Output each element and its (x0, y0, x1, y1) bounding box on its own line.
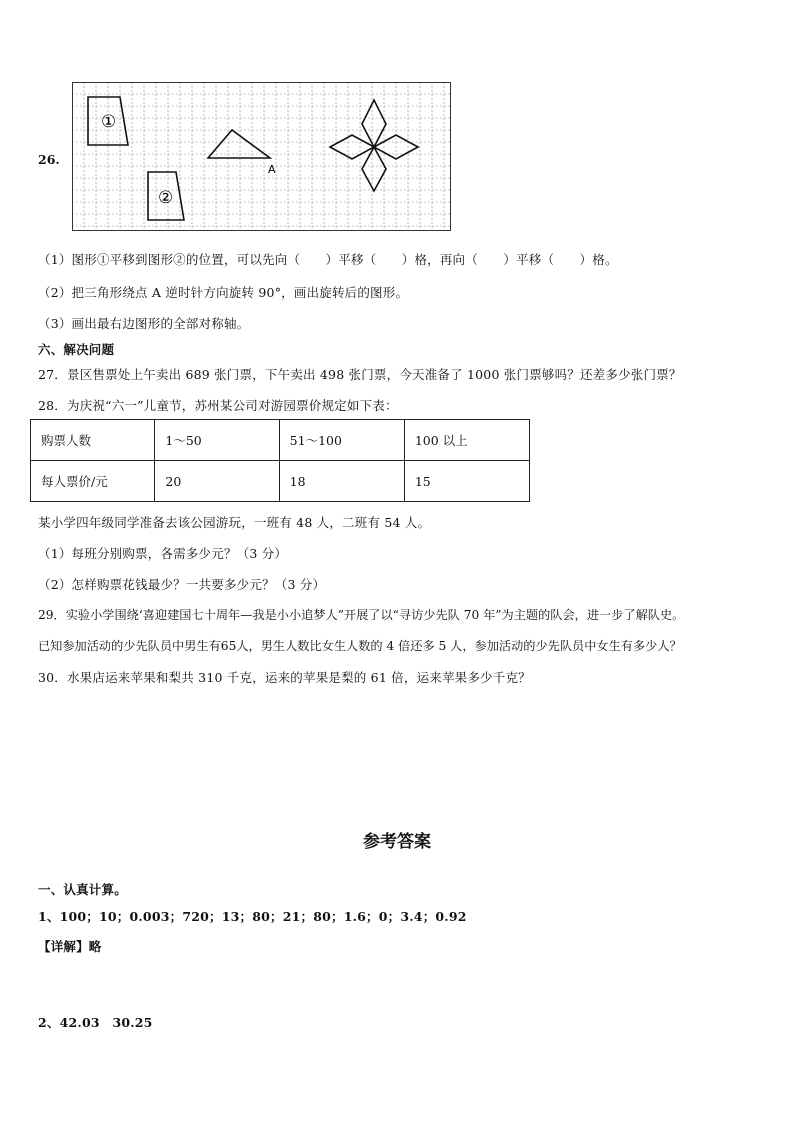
table-cell: 1～50 (155, 420, 279, 461)
question-28-intro: 28．为庆祝“六一”儿童节，苏州某公司对游园票价规定如下表： (38, 398, 398, 413)
q26-subquestion-2: （2）把三角形绕点 A 逆时针方向旋转 90°，画出旋转后的图形。 (38, 285, 409, 300)
shape-2-label: ② (158, 188, 174, 208)
question-30: 30．水果店运来苹果和梨共 310 千克，运来的苹果是梨的 61 倍，运来苹果多少千克？ (38, 670, 531, 685)
q28-subquestion-1: （1）每班分别购票，各需多少元？（3 分） (38, 546, 288, 561)
q28-subquestion-2: （2）怎样购票花钱最少？一共要多少元？（3 分） (38, 577, 326, 592)
question-29-line-1: 29．实验小学围绕‘喜迎建国七十周年—我是小小追梦人”开展了以“寻访少先队 70 年”为主题的队会，进一步了解队史。 (38, 608, 685, 622)
answer-2: 2、42.03 30.25 (38, 1015, 153, 1030)
ticket-price-table (30, 419, 530, 502)
q26-subquestion-3: （3）画出最右边图形的全部对称轴。 (38, 316, 250, 331)
question-26-number: 26. (38, 152, 60, 167)
q26-subquestion-1: （1）图形①平移到图形②的位置，可以先向（ ）平移（ ）格，再向（ ）平移（ ）格。 (38, 252, 618, 267)
table-cell: 100 以上 (404, 420, 529, 461)
table-cell: 51～100 (279, 420, 404, 461)
grid-border (73, 83, 451, 231)
section-6-heading: 六、解决问题 (38, 342, 115, 357)
point-a-label: A (268, 163, 276, 176)
table-cell: 购票人数 (31, 420, 155, 461)
table-cell: 18 (279, 461, 404, 502)
table-cell: 每人票价/元 (31, 461, 155, 502)
table-cell: 20 (155, 461, 279, 502)
answer-1-detail: 【详解】略 (38, 939, 102, 954)
answer-1: 1、100；10；0.003；720；13；80；21；80；1.6；0；3.4；0.92 (38, 909, 467, 924)
table-cell: 15 (404, 461, 529, 502)
flower-shape (330, 100, 418, 191)
answer-key-title: 参考答案 (363, 832, 431, 852)
answer-section-1-heading: 一、认真计算。 (38, 882, 127, 897)
question-27: 27．景区售票处上午卖出 689 张门票，下午卖出 498 张门票，今天准备了 1000 张门票够吗？还差多少张门票？ (38, 367, 682, 382)
question-28-description: 某小学四年级同学准备去该公园游玩，一班有 48 人，二班有 54 人。 (38, 515, 431, 530)
shape-1-label: ① (101, 112, 117, 132)
grid-lines (72, 82, 450, 230)
grid-figure (72, 82, 452, 232)
question-29-line-2: 已知参加活动的少先队员中男生有65人，男生人数比女生人数的 4 倍还多 5 人，参加活动的少先队员中女生有多少人？ (38, 639, 682, 653)
table-row (31, 461, 530, 502)
table-row (31, 420, 530, 461)
